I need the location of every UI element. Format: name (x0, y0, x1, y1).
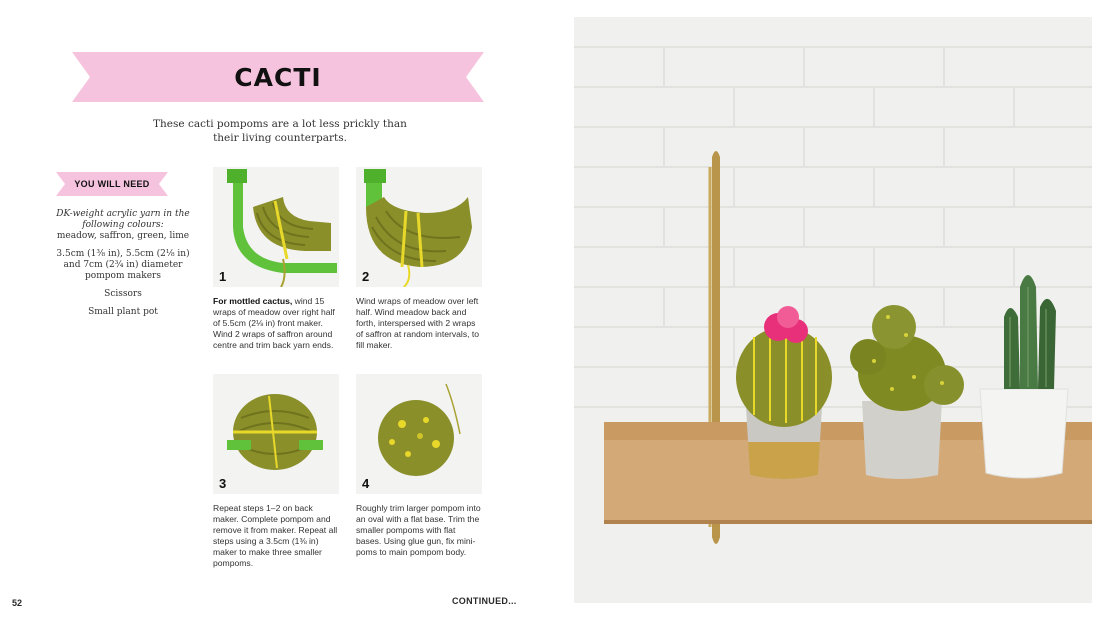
step-4-body: Roughly trim larger pompom into an oval with a flat base. Trim the smaller pompoms with flat bases. Using glue gun, fix mini-poms to main pompom body. (356, 503, 481, 557)
finished-pompom-image (356, 374, 482, 494)
step-2-number: 2 (362, 269, 370, 284)
materials-scissors: Scissors (104, 289, 142, 299)
step-1-photo (213, 167, 339, 287)
continued-label: CONTINUED... (452, 596, 517, 606)
step-1-number: 1 (219, 269, 227, 284)
you-will-need-label: YOU WILL NEED (74, 179, 150, 189)
cacti-shelf-photo (574, 17, 1092, 603)
step-3-photo (213, 374, 339, 494)
materials-list (56, 209, 190, 325)
step-3-text (213, 503, 339, 569)
pompom-tied-on-maker-image (213, 374, 339, 494)
step-2-body: Wind wraps of meadow over left half. Wind meadow back and forth, interspersed with 2 wraps of saffron at random intervals, to fill maker. (356, 296, 480, 350)
step-1-lead: For mottled cactus, (213, 296, 293, 306)
yarn-intro: DK-weight acrylic yarn in the following colours: (56, 209, 190, 230)
step-3-number: 3 (219, 476, 227, 491)
step-4-number: 4 (362, 476, 370, 491)
you-will-need-tag (56, 172, 168, 196)
step-2-photo (356, 167, 482, 287)
step-4-photo (356, 374, 482, 494)
step-4-text (356, 503, 482, 558)
pompom-maker-full-wrapped-image (356, 167, 482, 287)
pompom-maker-half-wrapped-image (213, 167, 339, 287)
yarn-colours: meadow, saffron, green, lime (56, 231, 190, 241)
intro-text: These cacti pompoms are a lot less prickly than their living counterparts. (153, 118, 407, 144)
step-1-text (213, 296, 339, 351)
cacti-on-shelf-image (574, 17, 1092, 603)
step-1-body: wind 15 wraps of meadow over right half of 5.5cm (2⅛ in) front maker. Wind 2 wraps of saffron around centre and trim back yarn ends. (213, 296, 335, 350)
materials-makers: 3.5cm (1⅜ in), 5.5cm (2⅛ in) and 7cm (2¾ in) diameter pompom makers (56, 249, 190, 281)
materials-yarn (56, 209, 190, 242)
step-2-text (356, 296, 482, 351)
page-number: 52 (12, 598, 23, 608)
page-title: CACTI (234, 62, 322, 92)
step-3-body: Repeat steps 1–2 on back maker. Complete pompom and remove it from maker. Repeat all steps using a 3.5cm (1⅜ in) maker to make three smaller pompoms. (213, 503, 338, 568)
materials-pot: Small plant pot (88, 307, 158, 317)
title-banner (72, 52, 484, 102)
